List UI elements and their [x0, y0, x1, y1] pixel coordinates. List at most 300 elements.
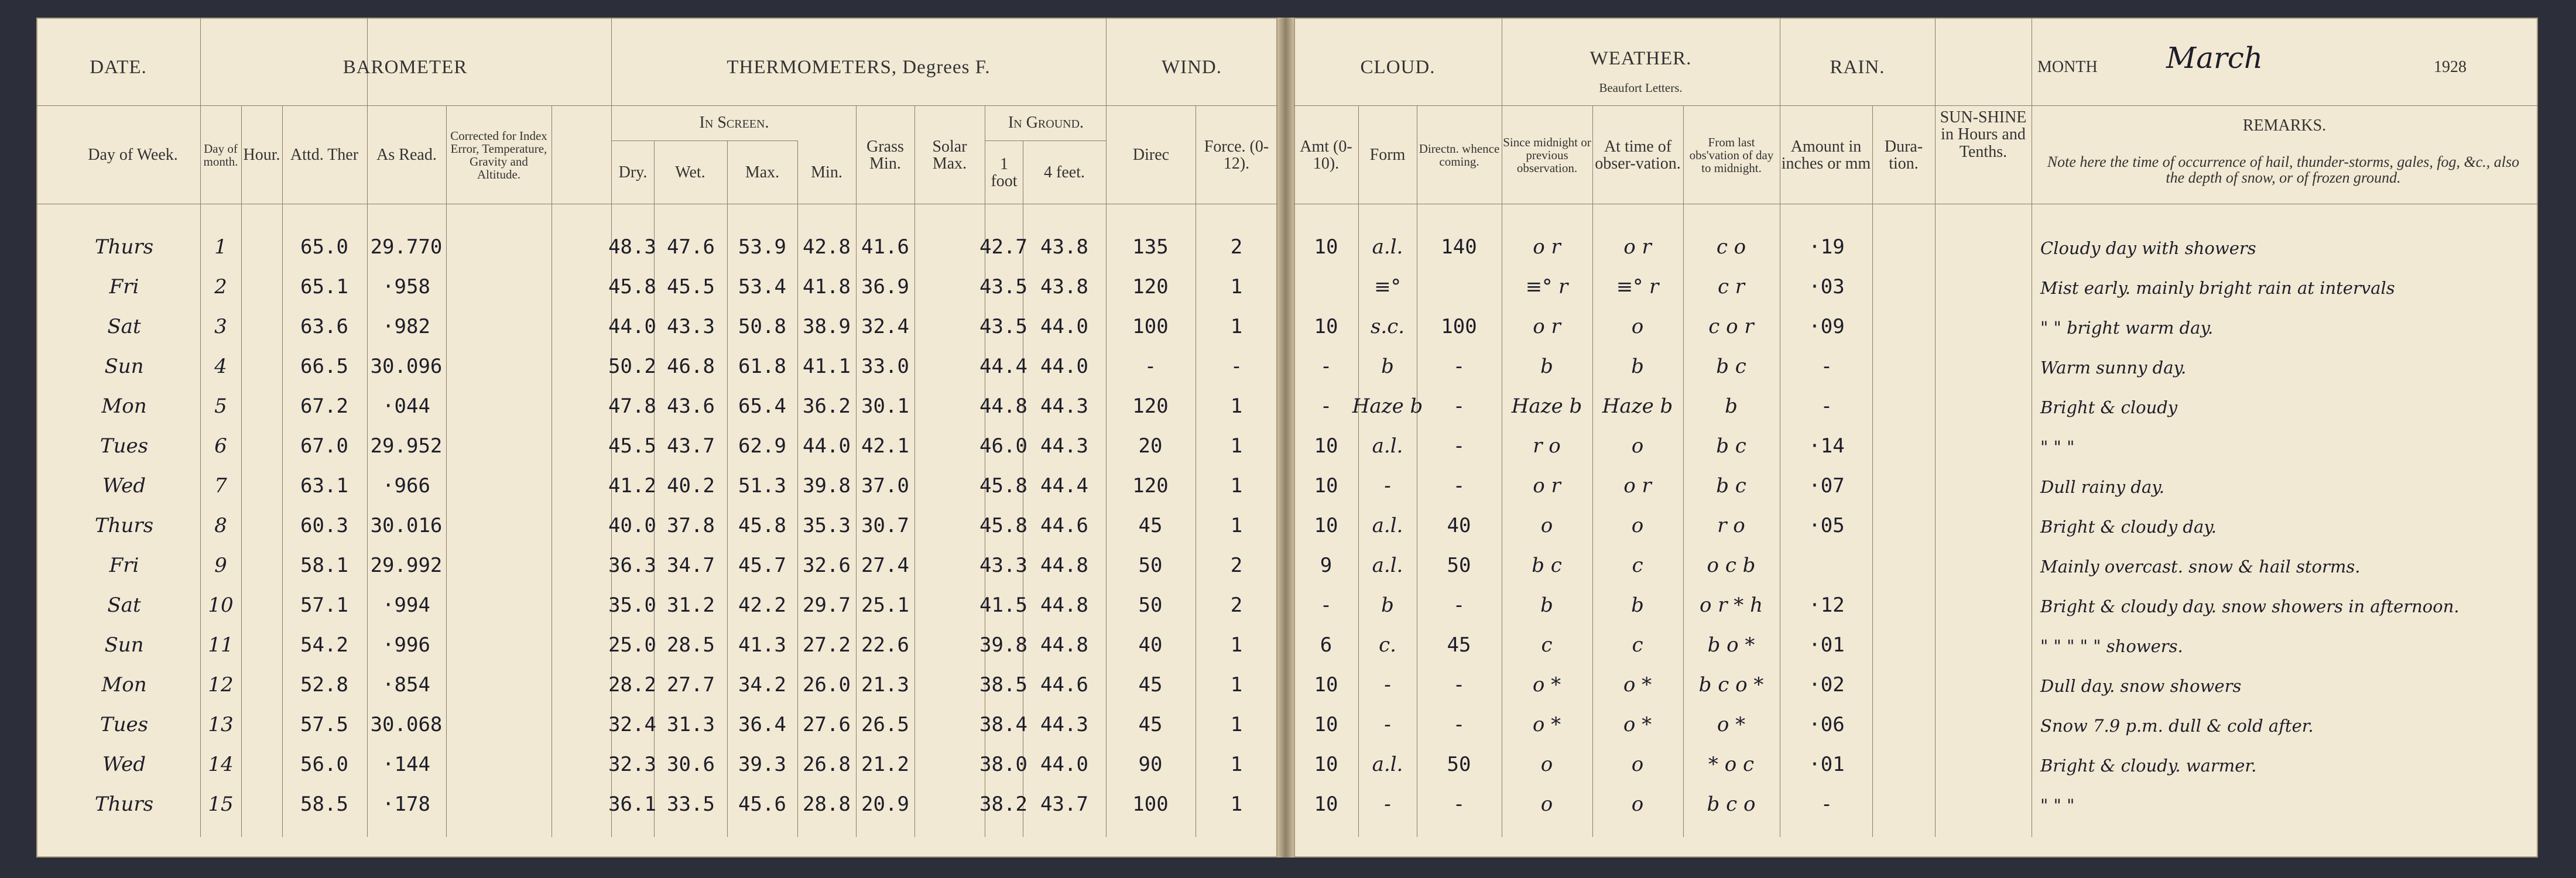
attd-ther-cell: 66.5	[300, 355, 348, 378]
cloud-direction-cell: -	[1453, 594, 1465, 617]
cloud-direction-cell: -	[1453, 434, 1465, 458]
four-feet-cell: 44.0	[1040, 315, 1088, 338]
max-cell: 62.9	[738, 434, 786, 458]
amt-heading: Amt (0-10).	[1300, 137, 1352, 173]
at-time-heading: At time of obser-vation.	[1595, 137, 1681, 173]
weather-since-midnight-cell: o *	[1532, 673, 1561, 697]
rain-amount-cell: ·07	[1808, 474, 1845, 498]
grass-min-cell: 30.7	[861, 514, 909, 537]
min-cell: 38.9	[803, 315, 851, 338]
remark-cell: Cloudy day with showers	[2040, 238, 2256, 258]
rain-amount-cell: ·01	[1808, 633, 1845, 657]
grass-min-cell: 42.1	[861, 434, 909, 458]
cloud-form-cell: c.	[1379, 633, 1396, 657]
one-foot-cell: 38.2	[979, 793, 1027, 816]
day-of-week-cell: Fri	[109, 554, 139, 577]
day-of-month-cell: 4	[214, 355, 227, 378]
weather-since-midnight-cell: o r	[1533, 474, 1561, 498]
weather-at-time-cell: c	[1632, 633, 1643, 657]
as-read-cell: 30.016	[370, 514, 443, 537]
weather-at-time-cell: o *	[1623, 713, 1652, 736]
wet-cell: 28.5	[667, 633, 715, 657]
wind-direction-cell: 45	[1138, 514, 1163, 537]
weather-from-last-cell: c r	[1717, 275, 1745, 299]
wet-cell: 40.2	[667, 474, 715, 498]
rain-amount-cell: -	[1820, 395, 1833, 418]
day-of-month-cell: 7	[214, 474, 227, 498]
min-cell: 41.1	[803, 355, 851, 378]
one-foot-cell: 43.5	[979, 275, 1027, 299]
as-read-cell: ·994	[382, 594, 430, 617]
weather-at-time-cell: b	[1631, 594, 1644, 617]
as-read-cell: 29.952	[370, 434, 443, 458]
cloud-heading: CLOUD.	[1360, 56, 1436, 78]
one-foot-cell: 43.3	[979, 554, 1027, 577]
max-cell: 45.6	[738, 793, 786, 816]
min-cell: 35.3	[803, 514, 851, 537]
direc-heading: Direc	[1132, 146, 1170, 164]
max-cell: 53.9	[738, 235, 786, 259]
remark-cell: Snow 7.9 p.m. dull & cold after.	[2040, 716, 2314, 736]
amount-heading: Amount in inches or mm	[1781, 137, 1871, 173]
cloud-amount-cell: 10	[1314, 235, 1338, 259]
cloud-direction-cell: 40	[1447, 514, 1471, 537]
grass-min-cell: 30.1	[861, 395, 909, 418]
weather-since-midnight-cell: r o	[1533, 434, 1561, 458]
dry-cell: 32.4	[608, 713, 656, 736]
weather-since-midnight-cell: Haze b	[1511, 395, 1582, 418]
remark-cell: " " "	[2040, 437, 2075, 457]
wind-direction-cell: 50	[1138, 594, 1163, 617]
four-feet-cell: 43.8	[1040, 235, 1088, 259]
four-feet-cell: 44.3	[1040, 713, 1088, 736]
four-feet-heading: 4 feet.	[1044, 163, 1085, 182]
remark-cell: Bright & cloudy day.	[2040, 517, 2217, 537]
wet-cell: 37.8	[667, 514, 715, 537]
cloud-amount-cell: -	[1320, 355, 1332, 378]
attd-ther-cell: 67.0	[300, 434, 348, 458]
grass-min-cell: 36.9	[861, 275, 909, 299]
max-cell: 36.4	[738, 713, 786, 736]
four-feet-cell: 44.8	[1040, 594, 1088, 617]
one-foot-cell: 38.4	[979, 713, 1027, 736]
wind-force-cell: 1	[1230, 474, 1243, 498]
cloud-amount-cell: -	[1320, 594, 1332, 617]
rain-heading: RAIN.	[1830, 56, 1885, 78]
day-of-week-cell: Mon	[101, 673, 147, 697]
cloud-form-cell: a.l.	[1372, 554, 1403, 577]
remark-cell: Dull day. snow showers	[2040, 676, 2242, 696]
day-of-week-cell: Wed	[102, 753, 146, 776]
weather-at-time-cell: b	[1631, 355, 1644, 378]
form-heading: Form	[1369, 146, 1406, 164]
dry-cell: 36.1	[608, 793, 656, 816]
min-cell: 26.8	[803, 753, 851, 776]
as-read-cell: ·178	[382, 793, 430, 816]
cloud-form-cell: s.c.	[1370, 315, 1405, 338]
corrected-heading: Corrected for Index Error, Temperature, Gravity and Altitude.	[450, 128, 547, 182]
dry-cell: 48.3	[608, 235, 656, 259]
day-of-week-cell: Thurs	[94, 235, 154, 259]
day-of-week-cell: Fri	[109, 275, 139, 299]
max-cell: 39.3	[738, 753, 786, 776]
weather-from-last-cell: o c b	[1707, 554, 1756, 577]
cloud-form-cell: b	[1381, 355, 1394, 378]
grass-min-cell: 37.0	[861, 474, 909, 498]
max-cell: 53.4	[738, 275, 786, 299]
wet-cell: 27.7	[667, 673, 715, 697]
wind-force-cell: 1	[1230, 673, 1243, 697]
wet-cell: 46.8	[667, 355, 715, 378]
weather-from-last-cell: c o r	[1708, 315, 1754, 338]
cloud-amount-cell: 10	[1314, 753, 1338, 776]
four-feet-cell: 44.8	[1040, 633, 1088, 657]
cloud-form-cell: -	[1384, 673, 1391, 697]
cloud-amount-cell: -	[1320, 395, 1332, 418]
wet-cell: 43.3	[667, 315, 715, 338]
max-heading: Max.	[745, 163, 780, 182]
year-value: 1928	[2434, 58, 2467, 77]
cloud-direction-cell: 50	[1447, 554, 1471, 577]
cloud-direction-cell: -	[1453, 713, 1465, 736]
attd-ther-cell: 58.1	[300, 554, 348, 577]
remarks-heading: REMARKS.	[2242, 116, 2327, 135]
wind-force-cell: 2	[1230, 235, 1243, 259]
cloud-direction-cell: 100	[1441, 315, 1477, 338]
wind-heading: WIND.	[1161, 56, 1222, 78]
max-cell: 41.3	[738, 633, 786, 657]
weather-from-last-cell: b c	[1716, 434, 1746, 458]
attd-ther-cell: 58.5	[300, 793, 348, 816]
attd-ther-cell: 63.6	[300, 315, 348, 338]
weather-since-midnight-cell: o *	[1532, 713, 1561, 736]
dry-cell: 47.8	[608, 395, 656, 418]
day-of-month-cell: 9	[214, 554, 227, 577]
cloud-amount-cell: 10	[1314, 315, 1338, 338]
wind-force-cell: -	[1230, 355, 1243, 378]
day-of-month-cell: 1	[214, 235, 227, 259]
dry-cell: 40.0	[608, 514, 656, 537]
remark-cell: " " " " " showers.	[2040, 636, 2183, 656]
attd-ther-cell: 57.5	[300, 713, 348, 736]
dry-cell: 45.5	[608, 434, 656, 458]
day-of-week-cell: Tues	[100, 434, 149, 458]
wet-cell: 31.3	[667, 713, 715, 736]
thermometers-heading: THERMOMETERS, Degrees F.	[727, 56, 991, 78]
day-of-month-cell: 5	[214, 395, 227, 418]
max-cell: 50.8	[738, 315, 786, 338]
dry-cell: 25.0	[608, 633, 656, 657]
weather-from-last-cell: o r * h	[1699, 594, 1763, 617]
day-of-month-cell: 11	[208, 633, 234, 657]
one-foot-cell: 42.7	[979, 235, 1027, 259]
hour-heading: Hour.	[243, 146, 280, 164]
min-cell: 44.0	[803, 434, 851, 458]
rain-amount-cell: ·01	[1808, 753, 1845, 776]
as-read-cell: ·996	[382, 633, 430, 657]
max-cell: 51.3	[738, 474, 786, 498]
sunshine-heading: SUN-SHINE in Hours and Tenths.	[1940, 108, 2027, 161]
day-of-week-cell: Sat	[107, 315, 141, 338]
weather-at-time-cell: o r	[1623, 474, 1652, 498]
cloud-form-cell: b	[1381, 594, 1394, 617]
as-read-cell: ·966	[382, 474, 430, 498]
as-read-cell: 30.068	[370, 713, 443, 736]
attd-ther-cell: 63.1	[300, 474, 348, 498]
cloud-amount-cell: 10	[1314, 434, 1338, 458]
day-of-week-cell: Mon	[101, 395, 147, 418]
wind-direction-cell: 50	[1138, 554, 1163, 577]
day-of-week-cell: Tues	[100, 713, 149, 736]
one-foot-cell: 45.8	[979, 514, 1027, 537]
day-of-month-heading: Day of month.	[203, 141, 238, 169]
one-foot-cell: 44.4	[979, 355, 1027, 378]
day-of-month-cell: 13	[208, 713, 234, 736]
wind-force-cell: 1	[1230, 434, 1243, 458]
day-of-month-cell: 3	[214, 315, 227, 338]
day-of-month-cell: 15	[208, 793, 234, 816]
four-feet-cell: 43.8	[1040, 275, 1088, 299]
in-screen-heading: In Screen.	[699, 114, 769, 132]
weather-since-midnight-cell: o	[1540, 514, 1553, 537]
one-foot-cell: 45.8	[979, 474, 1027, 498]
rain-amount-cell: ·12	[1808, 594, 1845, 617]
weather-at-time-cell: Haze b	[1602, 395, 1673, 418]
beaufort-heading: Beaufort Letters.	[1599, 80, 1683, 95]
in-ground-heading: In Ground.	[1008, 114, 1084, 132]
cloud-form-cell: -	[1384, 793, 1391, 816]
as-read-cell: ·982	[382, 315, 430, 338]
rain-amount-cell: ·03	[1808, 275, 1845, 299]
day-of-week-cell: Sun	[104, 355, 144, 378]
weather-from-last-cell: * o c	[1708, 753, 1755, 776]
dry-cell: 36.3	[608, 554, 656, 577]
cloud-direction-cell: 45	[1447, 633, 1471, 657]
wet-cell: 34.7	[667, 554, 715, 577]
remark-cell: Bright & cloudy. warmer.	[2040, 756, 2257, 776]
cloud-form-cell: -	[1384, 713, 1391, 736]
weather-since-midnight-cell: c	[1541, 633, 1553, 657]
weather-at-time-cell: o	[1631, 315, 1644, 338]
one-foot-cell: 39.8	[979, 633, 1027, 657]
grass-min-heading: Grass Min.	[866, 137, 904, 173]
attd-ther-cell: 65.0	[300, 235, 348, 259]
one-foot-cell: 38.0	[979, 753, 1027, 776]
wet-cell: 43.7	[667, 434, 715, 458]
four-feet-cell: 44.3	[1040, 395, 1088, 418]
attd-ther-heading: Attd. Ther	[290, 146, 359, 164]
dry-cell: 50.2	[608, 355, 656, 378]
cloud-amount-cell: 10	[1314, 713, 1338, 736]
wind-direction-cell: 120	[1132, 474, 1169, 498]
four-feet-cell: 44.0	[1040, 355, 1088, 378]
barometer-heading: BAROMETER	[342, 56, 468, 78]
wind-force-cell: 1	[1230, 275, 1243, 299]
min-cell: 29.7	[803, 594, 851, 617]
weather-since-midnight-cell: o r	[1533, 235, 1561, 259]
since-midnight-heading: Since midnight or previous observation.	[1503, 135, 1591, 176]
wind-force-cell: 2	[1230, 594, 1243, 617]
day-of-month-cell: 8	[214, 514, 227, 537]
weather-at-time-cell: o *	[1623, 673, 1652, 697]
min-cell: 32.6	[803, 554, 851, 577]
from-last-heading: From last obs'vation of day to midnight.	[1689, 135, 1774, 176]
weather-from-last-cell: b	[1725, 395, 1738, 418]
grass-min-cell: 41.6	[861, 235, 909, 259]
rain-amount-cell: ·14	[1808, 434, 1845, 458]
cloud-amount-cell: 10	[1314, 514, 1338, 537]
grass-min-cell: 32.4	[861, 315, 909, 338]
date-heading: DATE.	[90, 56, 147, 78]
cloud-direction-cell: 50	[1447, 753, 1471, 776]
max-cell: 61.8	[738, 355, 786, 378]
wet-cell: 30.6	[667, 753, 715, 776]
wet-cell: 33.5	[667, 793, 715, 816]
min-cell: 36.2	[803, 395, 851, 418]
remark-cell: Dull rainy day.	[2040, 477, 2165, 497]
as-read-cell: ·958	[382, 275, 430, 299]
wind-direction-cell: 40	[1138, 633, 1163, 657]
as-read-cell: ·044	[382, 395, 430, 418]
grass-min-cell: 21.2	[861, 753, 909, 776]
day-of-week-heading: Day of Week.	[88, 146, 178, 164]
dry-cell: 35.0	[608, 594, 656, 617]
cloud-amount-cell: 10	[1314, 673, 1338, 697]
four-feet-cell: 44.6	[1040, 673, 1088, 697]
wind-direction-cell: 45	[1138, 673, 1163, 697]
cloud-direction-cell: -	[1453, 474, 1465, 498]
wind-force-cell: 1	[1230, 315, 1243, 338]
day-of-month-cell: 2	[214, 275, 227, 299]
as-read-cell: 29.992	[370, 554, 443, 577]
day-of-week-cell: Thurs	[94, 514, 154, 537]
wind-direction-cell: 20	[1138, 434, 1163, 458]
min-cell: 41.8	[803, 275, 851, 299]
weather-from-last-cell: b c o	[1707, 793, 1756, 816]
one-foot-cell: 44.8	[979, 395, 1027, 418]
weather-at-time-cell: o	[1631, 434, 1644, 458]
grass-min-cell: 26.5	[861, 713, 909, 736]
rain-amount-cell: ·19	[1808, 235, 1845, 259]
min-heading: Min.	[811, 163, 842, 182]
cloud-amount-cell: 9	[1320, 554, 1332, 577]
remark-cell: " " "	[2040, 795, 2075, 815]
as-read-heading: As Read.	[376, 146, 437, 164]
attd-ther-cell: 56.0	[300, 753, 348, 776]
wet-cell: 45.5	[667, 275, 715, 299]
cloud-direction-cell: -	[1453, 673, 1465, 697]
cloud-form-cell: ≡°	[1374, 275, 1401, 299]
weather-since-midnight-cell: o	[1540, 793, 1553, 816]
day-of-week-cell: Sun	[104, 633, 144, 657]
wind-direction-cell: 120	[1132, 395, 1169, 418]
left-page	[36, 18, 1277, 858]
wet-heading: Wet.	[675, 163, 705, 182]
rain-amount-cell: -	[1820, 793, 1833, 816]
one-foot-cell: 41.5	[979, 594, 1027, 617]
weather-since-midnight-cell: b	[1540, 355, 1553, 378]
cloud-form-cell: a.l.	[1372, 235, 1403, 259]
wind-direction-cell: -	[1144, 355, 1157, 378]
attd-ther-cell: 52.8	[300, 673, 348, 697]
cloud-form-cell: Haze b	[1352, 395, 1423, 418]
wind-direction-cell: 90	[1138, 753, 1163, 776]
weather-from-last-cell: c o	[1716, 235, 1746, 259]
wind-force-cell: 1	[1230, 633, 1243, 657]
cloud-direction-cell: -	[1453, 395, 1465, 418]
max-cell: 45.8	[738, 514, 786, 537]
dry-cell: 44.0	[608, 315, 656, 338]
attd-ther-cell: 54.2	[300, 633, 348, 657]
attd-ther-cell: 57.1	[300, 594, 348, 617]
grass-min-cell: 25.1	[861, 594, 909, 617]
weather-since-midnight-cell: o	[1540, 753, 1553, 776]
grass-min-cell: 21.3	[861, 673, 909, 697]
wind-direction-cell: 100	[1132, 793, 1169, 816]
cloud-amount-cell: 10	[1314, 474, 1338, 498]
min-cell: 27.2	[803, 633, 851, 657]
dry-heading: Dry.	[618, 163, 648, 182]
remark-cell: Mainly overcast. snow & hail storms.	[2040, 557, 2361, 577]
min-cell: 26.0	[803, 673, 851, 697]
cloud-form-cell: a.l.	[1372, 753, 1403, 776]
weather-from-last-cell: b c	[1716, 474, 1746, 498]
remark-cell: " " bright warm day.	[2040, 318, 2214, 338]
weather-from-last-cell: b c	[1716, 355, 1746, 378]
day-of-week-cell: Wed	[102, 474, 146, 498]
cloud-direction-cell: -	[1453, 355, 1465, 378]
weather-since-midnight-cell: b c	[1532, 554, 1562, 577]
wind-force-cell: 2	[1230, 554, 1243, 577]
day-of-month-cell: 6	[214, 434, 227, 458]
one-foot-cell: 43.5	[979, 315, 1027, 338]
rain-amount-cell: ·02	[1808, 673, 1845, 697]
day-of-week-cell: Sat	[107, 594, 141, 617]
wet-cell: 31.2	[667, 594, 715, 617]
min-cell: 42.8	[803, 235, 851, 259]
weather-at-time-cell: c	[1632, 554, 1643, 577]
attd-ther-cell: 67.2	[300, 395, 348, 418]
remark-cell: Mist early. mainly bright rain at intervals	[2040, 278, 2395, 298]
wind-force-cell: 1	[1230, 713, 1243, 736]
day-of-week-cell: Thurs	[94, 793, 154, 816]
max-cell: 45.7	[738, 554, 786, 577]
cloud-amount-cell: 6	[1320, 633, 1332, 657]
four-feet-cell: 44.3	[1040, 434, 1088, 458]
min-cell: 39.8	[803, 474, 851, 498]
cloud-amount-cell: 10	[1314, 793, 1338, 816]
weather-at-time-cell: o	[1631, 753, 1644, 776]
solar-max-heading: Solar Max.	[932, 137, 967, 173]
wind-direction-cell: 135	[1132, 235, 1169, 259]
grass-min-cell: 22.6	[861, 633, 909, 657]
wet-cell: 47.6	[667, 235, 715, 259]
remark-cell: Bright & cloudy	[2040, 397, 2178, 417]
month-value: March	[2166, 41, 2263, 75]
rain-amount-cell: ·06	[1808, 713, 1845, 736]
one-foot-heading: 1 foot	[991, 155, 1018, 190]
grass-min-cell: 33.0	[861, 355, 909, 378]
one-foot-cell: 46.0	[979, 434, 1027, 458]
as-read-cell: 30.096	[370, 355, 443, 378]
four-feet-cell: 44.0	[1040, 753, 1088, 776]
weather-since-midnight-cell: b	[1540, 594, 1553, 617]
max-cell: 65.4	[738, 395, 786, 418]
dry-cell: 28.2	[608, 673, 656, 697]
as-read-cell: ·854	[382, 673, 430, 697]
min-cell: 28.8	[803, 793, 851, 816]
dry-cell: 41.2	[608, 474, 656, 498]
